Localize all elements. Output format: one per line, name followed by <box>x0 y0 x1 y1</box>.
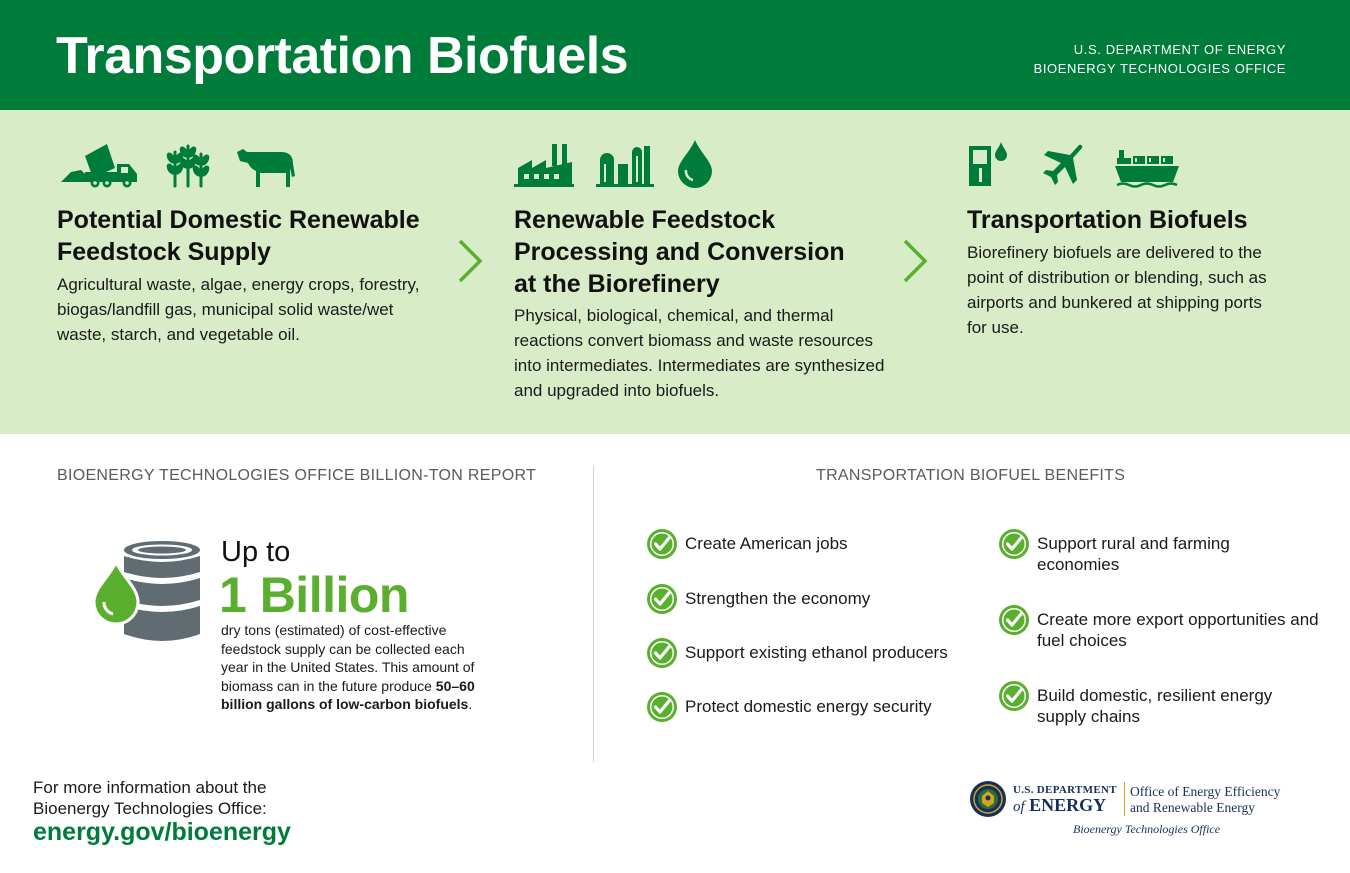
benefit-text: Create American jobs <box>685 534 848 553</box>
wheat-crops-icon <box>161 142 213 188</box>
factory-icon <box>514 142 574 188</box>
processing-heading <box>514 204 845 300</box>
checkmark-icon <box>646 583 678 615</box>
benefit-item <box>998 604 1328 651</box>
report-desc-bold: 50–60 billion gallons of low-carbon biofuels <box>221 677 475 712</box>
benefit-text: Support rural and farming economies <box>1037 534 1230 574</box>
benefit-text: Support existing ethanol producers <box>685 643 948 662</box>
header-banner <box>0 0 1350 110</box>
org-line-1: U.S. DEPARTMENT OF ENERGY <box>1073 42 1286 57</box>
benefit-text: Protect domestic energy security <box>685 697 932 716</box>
oil-barrel-droplet-icon <box>92 540 204 648</box>
processing-heading-line-1: Renewable Feedstock <box>514 206 776 234</box>
fuel-pump-icon <box>967 140 1009 188</box>
checkmark-icon <box>646 637 678 669</box>
benefit-item <box>646 583 976 615</box>
transportation-heading-line-1: Transportation Biofuels <box>967 206 1248 234</box>
report-up-to: Up to <box>221 536 291 568</box>
more-info-text <box>33 777 267 819</box>
checkmark-icon <box>998 680 1030 712</box>
transportation-icons <box>967 138 1179 188</box>
refinery-icon <box>596 142 654 188</box>
doe-energy: ENERGY <box>1029 795 1107 815</box>
benefit-text: Strengthen the economy <box>685 589 871 608</box>
more-info-line-1: For more information about the <box>33 778 267 797</box>
benefit-text: Create more export opportunities and fuel choices <box>1037 610 1319 650</box>
doe-seal-icon <box>969 780 1007 818</box>
header-org <box>1034 40 1286 78</box>
report-description <box>221 621 491 714</box>
benefit-item <box>646 691 976 723</box>
cow-icon <box>235 146 301 188</box>
eere-name <box>1130 784 1280 816</box>
chevron-right-icon <box>901 238 929 284</box>
doe-logo <box>969 780 1299 840</box>
doe-name-line-2 <box>1013 795 1106 816</box>
processing-description: Physical, biological, chemical, and thermal reactions convert biomass and waste resources into intermediates. Intermediates are synthesized and upgraded into biofuels. <box>514 306 885 400</box>
feedstock-heading-line-2: Feedstock Supply <box>57 238 271 266</box>
airplane-icon <box>1039 142 1085 188</box>
cargo-ship-icon <box>1115 146 1179 188</box>
report-desc-end: . <box>468 696 473 712</box>
benefit-item <box>998 528 1318 575</box>
benefit-item <box>646 528 976 560</box>
benefit-item <box>646 637 986 669</box>
report-amount: 1 Billion <box>219 567 409 623</box>
feedstock-icons <box>57 138 301 188</box>
processing-heading-line-2: Processing and Conversion <box>514 238 845 266</box>
eere-line-2: and Renewable Energy <box>1130 800 1255 815</box>
section-divider <box>593 466 594 762</box>
org-line-2: BIOENERGY TECHNOLOGIES OFFICE <box>1033 61 1286 76</box>
benefit-text: Build domestic, resilient energy supply chains <box>1037 686 1273 726</box>
feedstock-heading <box>57 204 420 268</box>
transportation-description: Biorefinery biofuels are delivered to the point of distribution or blending, such as airports and bunkered at shipping ports for use. <box>967 243 1267 337</box>
benefit-item <box>998 680 1328 727</box>
droplet-icon <box>676 138 714 188</box>
transportation-heading <box>967 204 1248 236</box>
process-band <box>0 110 1350 434</box>
eere-line-1: Office of Energy Efficiency <box>1130 784 1281 799</box>
checkmark-icon <box>646 691 678 723</box>
benefits-section-label: TRANSPORTATION BIOFUEL BENEFITS <box>816 467 1126 484</box>
more-info-line-2: Bioenergy Technologies Office: <box>33 799 267 818</box>
report-desc-text: dry tons (estimated) of cost-effective feedstock supply can be collected each year in the United States. This amount of biomass can in the future produce <box>221 622 475 694</box>
dump-truck-icon <box>57 142 139 188</box>
processing-heading-line-3: at the Biorefinery <box>514 270 720 298</box>
checkmark-icon <box>998 604 1030 636</box>
feedstock-description: Agricultural waste, algae, energy crops, forestry, biogas/landfill gas, municipal solid waste/wet waste, starch, and vegetable oil. <box>57 275 420 344</box>
report-section-label: BIOENERGY TECHNOLOGIES OFFICE BILLION-TON REPORT <box>57 467 537 484</box>
doe-name-line-1: U.S. DEPARTMENT <box>1013 784 1117 796</box>
checkmark-icon <box>998 528 1030 560</box>
logo-divider <box>1124 782 1125 816</box>
processing-icons <box>514 138 714 188</box>
chevron-right-icon <box>456 238 484 284</box>
feedstock-heading-line-1: Potential Domestic Renewable <box>57 206 420 234</box>
bioenergy-link[interactable]: energy.gov/bioenergy <box>33 818 291 846</box>
page-title: Transportation Biofuels <box>56 27 629 85</box>
checkmark-icon <box>646 528 678 560</box>
bto-name: Bioenergy Technologies Office <box>1073 822 1221 836</box>
doe-of: of <box>1013 799 1025 815</box>
